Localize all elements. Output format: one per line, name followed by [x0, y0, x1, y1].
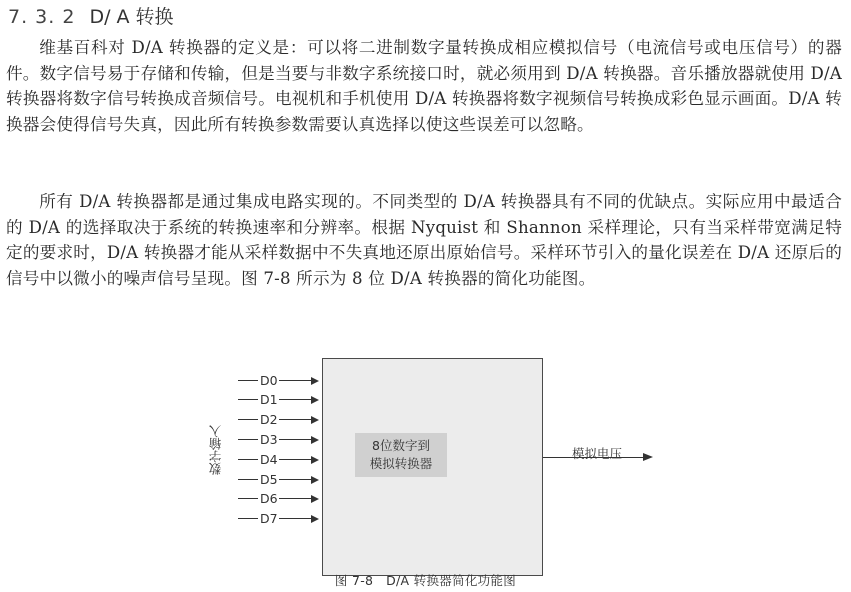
input-label-d5: D5: [260, 472, 278, 487]
input-label-d2: D2: [260, 412, 278, 427]
input-line-d5: [238, 472, 320, 488]
input-label-d4: D4: [260, 452, 278, 467]
paragraph-implementation: 所有 D/A 转换器都是通过集成电路实现的。不同类型的 D/A 转换器具有不同的优缺点。实际应用中最适合的 D/A 的选择取决于系统的转换速率和分辨率。根据 Nyquist 和 Shannon 采样理论，只有当采样带宽满足特定的要求时，D/A 转换器才能从采样数据中不失真地还原出原始信号。采样环节引入的量化误差在 D/A 还原后的信号中以微小的噪声信号呈现。图 7-8 所示为 8 位 D/A 转换器的简化功能图。: [6, 192, 842, 288]
paragraph-definition: 维基百科对 D/A 转换器的定义是：可以将二进制数字量转换成相应模拟信号（电流信号或电压信号）的器件。数字信号易于存储和传输，但是当要与非数字系统接口时，就必须用到 D/A 转换器。音乐播放器就使用 D/A 转换器将数字信号转换成音频信号。电视机和手机使用 D/A 转换器将数字视频信号转换成彩色显示画面。D/A 转换器会使得信号失真，因此所有转换参数需要认真选择以使这些误差可以忽略。: [6, 38, 842, 134]
input-label-d6: D6: [260, 491, 278, 506]
arrow-right-icon: [311, 515, 319, 523]
input-label-d7: D7: [260, 511, 278, 526]
arrow-right-icon: [311, 456, 319, 464]
converter-label-line1: 8位数字到: [372, 438, 430, 453]
converter-block-label: [355, 433, 447, 477]
arrow-right-icon: [311, 377, 319, 385]
input-line-d0: [238, 373, 320, 389]
section-number: 7. 3. 2: [8, 6, 76, 28]
input-label-d3: D3: [260, 432, 278, 447]
input-line-d6: [238, 491, 320, 507]
section-heading: [8, 2, 174, 29]
arrow-right-icon: [311, 476, 319, 484]
section-title: D/ A 转换: [89, 6, 174, 28]
figure-caption: 图 7-8 D/A 转换器简化功能图: [334, 573, 517, 588]
input-label-d0: D0: [260, 373, 278, 388]
input-line-d3: [238, 432, 320, 448]
input-line-d1: [238, 392, 320, 408]
input-line-d4: [238, 452, 320, 468]
arrow-right-icon: [311, 396, 319, 404]
converter-label-line2: 模拟转换器: [369, 456, 433, 471]
analog-output-label: 模拟电压: [572, 446, 623, 461]
arrow-right-icon: [311, 495, 319, 503]
input-line-d2: [238, 412, 320, 428]
digital-inputs-label: 数字输入: [208, 425, 223, 475]
arrow-right-icon: [311, 416, 319, 424]
input-line-d7: [238, 511, 320, 527]
input-label-d1: D1: [260, 392, 278, 407]
arrow-right-icon: [311, 436, 319, 444]
arrow-right-icon: [643, 453, 653, 461]
